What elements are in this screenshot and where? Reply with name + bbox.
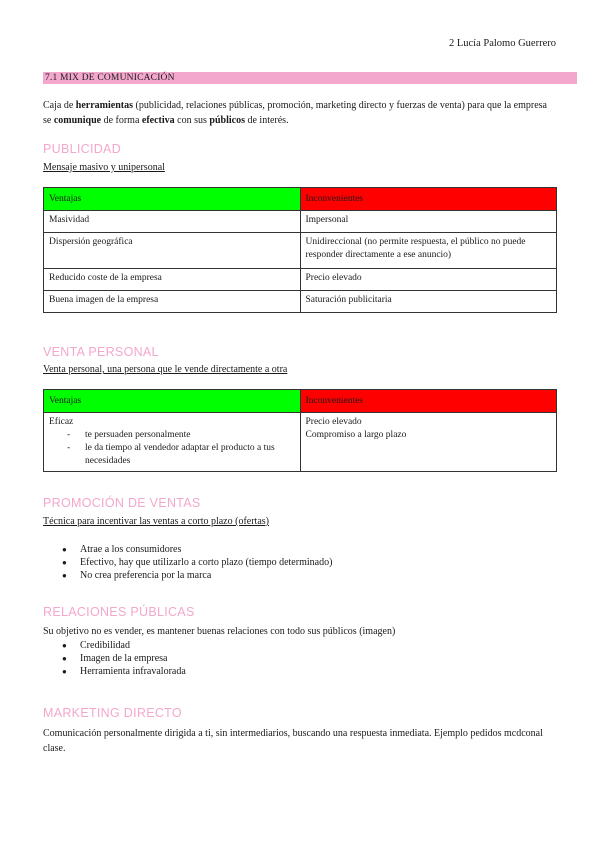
intro-text-1: Caja de bbox=[43, 100, 76, 111]
section-title-promocion: PROMOCIÓN DE VENTAS bbox=[43, 496, 201, 510]
intro-text-4: de forma bbox=[101, 115, 142, 126]
bullet-icon: ● bbox=[62, 667, 67, 676]
table-row bbox=[44, 291, 557, 313]
section-title-relaciones: RELACIONES PÚBLICAS bbox=[43, 605, 195, 619]
table-header-row bbox=[44, 390, 557, 413]
intro-bold-publicos: públicos bbox=[209, 115, 245, 126]
promocion-list bbox=[62, 543, 332, 582]
intro-text-6: de interés. bbox=[244, 115, 289, 126]
list-item-text: Imagen de la empresa bbox=[80, 653, 168, 664]
inconveniente-item: Precio elevado bbox=[305, 417, 362, 427]
header-inconvenientes: Inconvenientes bbox=[300, 390, 557, 413]
table-publicidad bbox=[43, 187, 557, 313]
table-header-row bbox=[44, 188, 557, 211]
list-item bbox=[62, 665, 186, 678]
list-item: - te persuaden personalmente bbox=[67, 430, 191, 440]
subtitle-publicidad: Mensaje masivo y unipersonal bbox=[43, 162, 165, 173]
relaciones-list bbox=[62, 639, 186, 678]
table-row bbox=[44, 211, 557, 233]
intro-text-5: con sus bbox=[174, 115, 210, 126]
ventaja-eficaz: Eficaz bbox=[49, 417, 74, 427]
list-item-text: Credibilidad bbox=[80, 640, 130, 651]
subtitle-venta-personal: Venta personal, una persona que le vende directamente a otra bbox=[43, 364, 288, 375]
list-item-text: No crea preferencia por la marca bbox=[80, 570, 212, 581]
list-item bbox=[62, 652, 186, 665]
header-inconvenientes: Inconvenientes bbox=[300, 188, 557, 211]
subtitle-promocion: Técnica para incentivar las ventas a corto plazo (ofertas) bbox=[43, 516, 269, 527]
list-item-text: Atrae a los consumidores bbox=[80, 544, 182, 555]
ventaja-sublist bbox=[49, 429, 295, 468]
intro-paragraph bbox=[43, 98, 563, 128]
cell-ventaja: Reducido coste de la empresa bbox=[44, 269, 301, 291]
intro-bold-efectiva: efectiva bbox=[141, 115, 175, 126]
header-ventajas: Ventajas bbox=[44, 390, 301, 413]
cell-inconveniente: Impersonal bbox=[300, 211, 557, 233]
cell-inconveniente bbox=[300, 413, 557, 472]
bullet-icon: ● bbox=[62, 654, 67, 663]
cell-ventaja: Masividad bbox=[44, 211, 301, 233]
table-row bbox=[44, 413, 557, 472]
list-item bbox=[62, 639, 186, 652]
bullet-icon: ● bbox=[62, 641, 67, 650]
bullet-icon: ● bbox=[62, 558, 67, 567]
cell-ventaja: Buena imagen de la empresa bbox=[44, 291, 301, 313]
list-item bbox=[62, 543, 332, 556]
header-ventajas: Ventajas bbox=[44, 188, 301, 211]
inconveniente-item: Compromiso a largo plazo bbox=[305, 430, 407, 440]
section-title-publicidad: PUBLICIDAD bbox=[43, 142, 122, 156]
list-item bbox=[62, 569, 332, 582]
cell-inconveniente: Saturación publicitaria bbox=[300, 291, 557, 313]
list-item-text: le da tiempo al vendedor adaptar el producto a tus necesidades bbox=[85, 443, 275, 466]
section-title-venta-personal: VENTA PERSONAL bbox=[43, 345, 159, 359]
table-venta-personal bbox=[43, 389, 557, 472]
cell-ventaja: Dispersión geográfica bbox=[44, 233, 301, 269]
chapter-heading: 7.1 MIX DE COMUNICACIÓN bbox=[43, 72, 577, 84]
list-item-text: Herramienta infravalorada bbox=[80, 666, 186, 677]
bullet-icon: ● bbox=[62, 545, 67, 554]
marketing-line-1: Comunicación personalmente dirigida a ti, sin intermediarios, buscando una respuesta inmediata. Ejemplo pedidos mcdconal bbox=[43, 728, 543, 739]
marketing-text bbox=[43, 726, 563, 756]
list-item-text: Efectivo, hay que utilizarlo a corto plazo (tiempo determinado) bbox=[80, 557, 333, 568]
relaciones-text: Su objetivo no es vender, es mantener buenas relaciones con todo sus públicos (imagen) bbox=[43, 626, 396, 637]
cell-inconveniente: Unidireccional (no permite respuesta, el público no puede responder directamente a ese anuncio) bbox=[300, 233, 557, 269]
table-row bbox=[44, 233, 557, 269]
intro-text-3: se bbox=[43, 115, 54, 126]
table-row bbox=[44, 269, 557, 291]
header-author: 2 Lucía Palomo Guerrero bbox=[448, 38, 556, 49]
cell-ventaja bbox=[44, 413, 301, 472]
intro-bold-comunique: comunique bbox=[53, 115, 102, 126]
intro-bold-herramientas: herramientas bbox=[75, 100, 133, 111]
list-item: - le da tiempo al vendedor adaptar el producto a tus necesidades bbox=[67, 443, 275, 466]
marketing-line-2: clase. bbox=[43, 743, 66, 754]
list-item bbox=[62, 556, 332, 569]
cell-inconveniente: Precio elevado bbox=[300, 269, 557, 291]
section-title-marketing: MARKETING DIRECTO bbox=[43, 706, 182, 720]
bullet-icon: ● bbox=[62, 571, 67, 580]
intro-text-2: (publicidad, relaciones públicas, promoción, marketing directo y fuerzas de venta) para que la empresa bbox=[132, 100, 547, 111]
list-item-text: te persuaden personalmente bbox=[85, 430, 191, 440]
